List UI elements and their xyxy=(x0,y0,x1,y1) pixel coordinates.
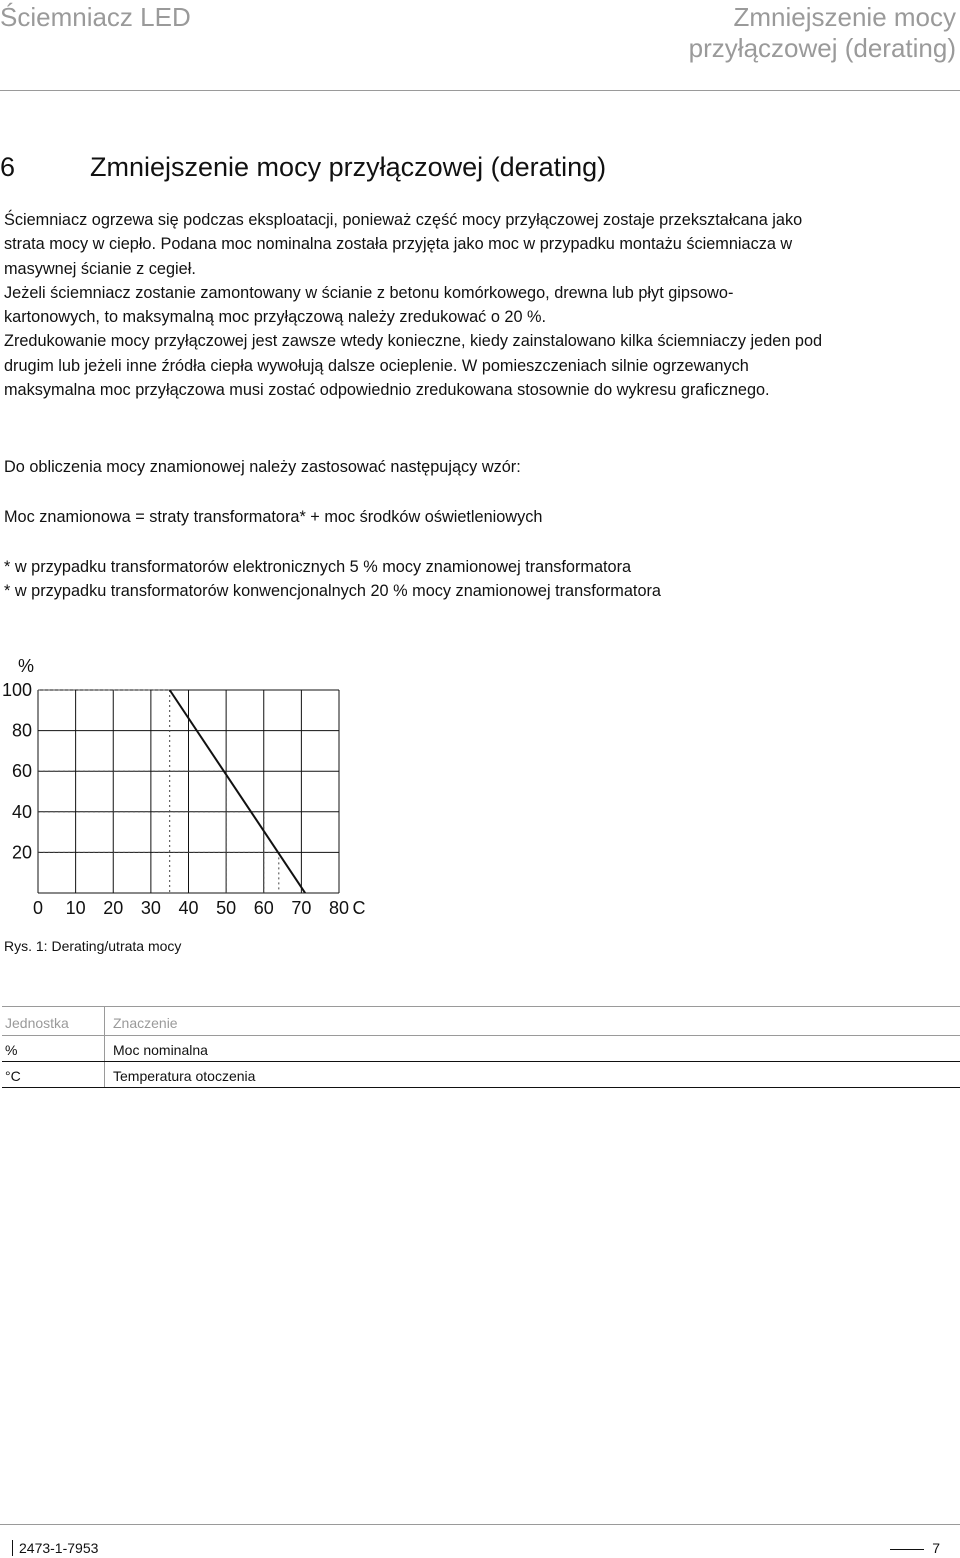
footer-divider xyxy=(0,1524,960,1525)
footer-page-number: 7 xyxy=(932,1540,940,1556)
y-tick-label: 60 xyxy=(11,761,32,782)
header-right-title xyxy=(689,2,956,64)
x-tick-label: 50 xyxy=(216,898,237,918)
formula-intro: Do obliczenia mocy znamionowej należy zastosować następujący wzór: xyxy=(4,458,521,476)
legend-unit-cell: % xyxy=(2,1036,105,1062)
legend-header-unit: Jednostka xyxy=(2,1007,105,1036)
legend-meaning-cell: Moc nominalna xyxy=(105,1036,960,1062)
y-tick-label: 40 xyxy=(11,801,32,822)
x-axis-unit-label: C xyxy=(352,898,366,918)
x-tick-label: 60 xyxy=(253,898,274,918)
y-tick-label: 20 xyxy=(11,842,32,863)
x-tick-label: 20 xyxy=(103,898,124,918)
y-tick-label: 80 xyxy=(11,720,32,741)
x-tick-label: 30 xyxy=(140,898,161,918)
body-line: strata mocy w ciepło. Podana moc nominalna została przyjęta jako moc w przypadku montażu ściemniacza w xyxy=(4,235,793,254)
chart-grid xyxy=(38,690,339,893)
header-right-title-line1: Zmniejszenie mocy xyxy=(733,2,956,32)
header-right-title-line2: przyłączowej (derating) xyxy=(688,33,956,63)
derating-chart xyxy=(0,650,420,930)
body-line: masywnej ścianie z cegieł. xyxy=(4,259,196,278)
body-line: Zredukowanie mocy przyłączowej jest zawsze wtedy konieczne, kiedy zainstalowano kilka ściemniaczy jeden pod xyxy=(4,332,823,351)
body-line: Jeżeli ściemniacz zostanie zamontowany w ścianie z betonu komórkowego, drewna lub płyt gipsowo- xyxy=(4,283,734,302)
legend-unit-cell: °C xyxy=(2,1062,105,1088)
section-heading xyxy=(0,152,606,183)
table-row xyxy=(2,1036,960,1062)
header-divider xyxy=(0,90,960,91)
formula-equation: Moc znamionowa = straty transformatora* + moc środków oświetleniowych xyxy=(4,508,543,526)
legend-header-meaning: Znaczenie xyxy=(105,1007,960,1036)
table-row xyxy=(2,1062,960,1088)
body-line: maksymalna moc przyłączowa musi zostać odpowiednio zredukowana stosownie do wykresu graficznego. xyxy=(4,381,770,400)
chart-dotted-guides xyxy=(38,690,279,893)
header-left-title: Ściemniacz LED xyxy=(0,2,191,32)
body-paragraph xyxy=(4,208,954,402)
x-tick-label: 40 xyxy=(178,898,199,918)
x-tick-label: 80 xyxy=(328,898,350,918)
derating-line xyxy=(170,690,305,893)
formula-note-electronic: * w przypadku transformatorów elektronicznych 5 % mocy znamionowej transformatora xyxy=(4,558,632,576)
body-line: kartonowych, to maksymalną moc przyłączową należy zredukować o 20 %. xyxy=(4,308,547,327)
section-title: Zmniejszenie mocy przyłączowej (derating) xyxy=(90,152,607,182)
y-axis-unit-label: % xyxy=(17,656,35,676)
legend-meaning-cell: Temperatura otoczenia xyxy=(105,1062,960,1088)
chart-labels xyxy=(2,656,366,918)
footer-dash xyxy=(890,1549,924,1550)
formula-note-conventional: * w przypadku transformatorów konwencjonalnych 20 % mocy znamionowej transformatora xyxy=(4,582,661,600)
body-line: Ściemniacz ogrzewa się podczas eksploatacji, ponieważ część mocy przyłączowej zostaje przekształcana jako xyxy=(4,211,803,229)
section-number: 6 xyxy=(0,152,16,182)
chart-series xyxy=(170,690,305,893)
x-tick-label: 0 xyxy=(32,898,44,918)
legend-table xyxy=(2,1006,960,1088)
x-tick-label: 70 xyxy=(291,898,312,918)
y-tick-label: 100 xyxy=(1,680,32,700)
footer-doc-number: 2473-1-7953 xyxy=(12,1540,98,1556)
figure-caption: Rys. 1: Derating/utrata mocy xyxy=(4,938,182,954)
legend-header-row xyxy=(2,1007,960,1036)
body-line: drugim lub jeżeli inne źródła ciepła wywołują dalsze ocieplenie. W pomieszczeniach silnie ogrzewanych xyxy=(4,356,749,375)
x-tick-label: 10 xyxy=(65,898,86,918)
footer-page xyxy=(890,1540,940,1556)
